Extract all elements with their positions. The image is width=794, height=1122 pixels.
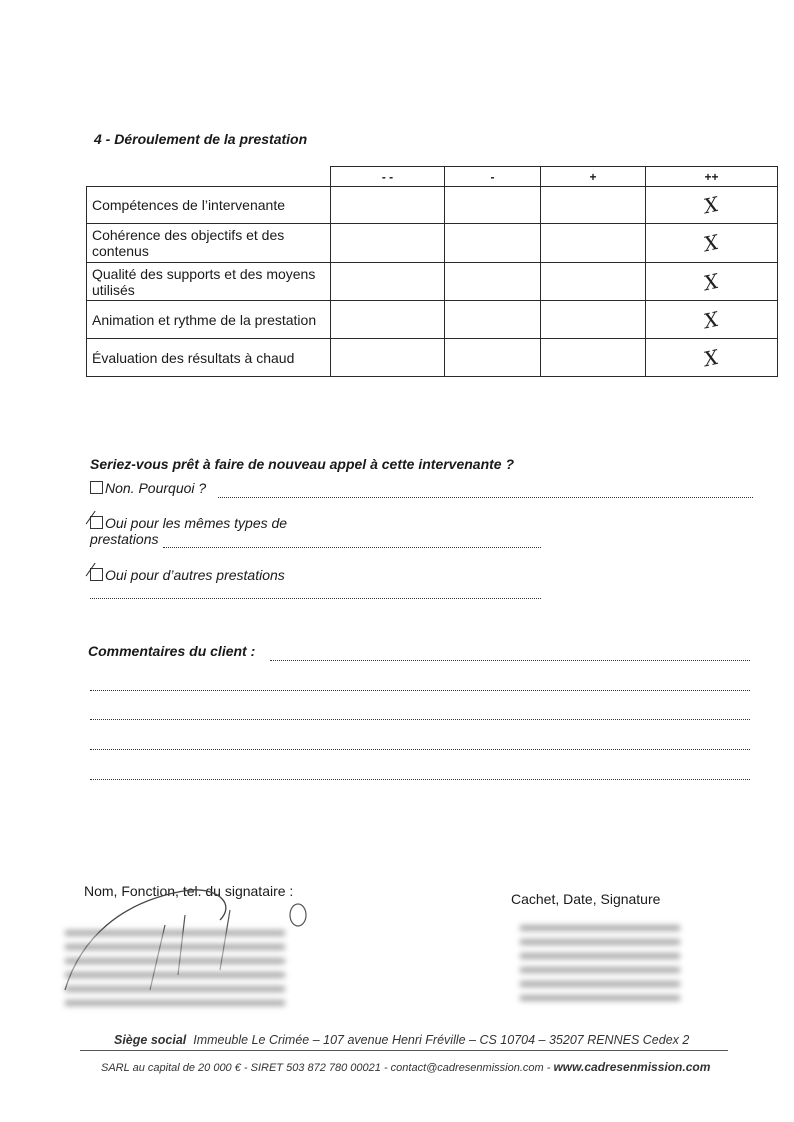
checkbox-checked-icon[interactable] — [90, 568, 103, 581]
comment-line[interactable] — [270, 660, 750, 661]
table-row — [87, 339, 778, 377]
rating-cell[interactable] — [331, 263, 445, 301]
handwritten-x-mark: X — [702, 344, 721, 371]
rating-cell[interactable] — [541, 339, 646, 377]
comment-line[interactable] — [90, 690, 750, 691]
rating-cell[interactable] — [541, 263, 646, 301]
rating-cell-checked[interactable] — [646, 224, 778, 263]
redacted-company-stamp — [520, 925, 680, 1007]
rating-cell[interactable] — [541, 301, 646, 339]
option-non[interactable] — [90, 480, 206, 496]
footer-website-link[interactable]: www.cadresenmission.com — [553, 1060, 711, 1074]
checkbox-checked-icon[interactable] — [90, 516, 103, 529]
checkbox-unchecked-icon[interactable] — [90, 481, 103, 494]
rating-cell-checked[interactable] — [646, 339, 778, 377]
rating-cell[interactable] — [331, 339, 445, 377]
footer-divider — [80, 1050, 728, 1051]
rating-cell[interactable] — [445, 301, 541, 339]
header-blank — [87, 167, 331, 187]
rating-cell[interactable] — [541, 187, 646, 224]
evaluation-table — [86, 166, 778, 377]
criterion-label: Évaluation des résultats à chaud — [87, 339, 331, 377]
comment-line[interactable] — [90, 779, 750, 780]
handwritten-x-mark: X — [702, 268, 721, 295]
criterion-label: Qualité des supports et des moyens utilisés — [87, 263, 331, 301]
answer-line[interactable] — [218, 497, 753, 498]
footer-address-label: Siège social — [114, 1033, 187, 1047]
footer-address-text: Immeuble Le Crimée – 107 avenue Henri Fréville – CS 10704 – 35207 RENNES Cedex 2 — [193, 1033, 690, 1047]
comments-label: Commentaires du client : — [88, 643, 256, 659]
rating-cell[interactable] — [331, 187, 445, 224]
rating-cell[interactable] — [445, 339, 541, 377]
redacted-signatory-stamp — [65, 930, 285, 1012]
header-good: + — [541, 167, 646, 187]
table-row — [87, 187, 778, 224]
footer-legal — [101, 1060, 710, 1074]
table-row — [87, 301, 778, 339]
rating-cell[interactable] — [445, 263, 541, 301]
rating-cell[interactable] — [445, 187, 541, 224]
rating-cell-checked[interactable] — [646, 263, 778, 301]
option-oui-autres[interactable] — [90, 567, 285, 583]
handwritten-x-mark: X — [702, 191, 721, 219]
header-very-poor: - - — [331, 167, 445, 187]
criterion-label: Cohérence des objectifs et des contenus — [87, 224, 331, 263]
section-title: 4 - Déroulement de la prestation — [94, 131, 308, 147]
criterion-label: Compétences de l’intervenante — [87, 187, 331, 224]
header-poor: - — [445, 167, 541, 187]
criterion-label: Animation et rythme de la prestation — [87, 301, 331, 339]
answer-line[interactable] — [90, 598, 541, 599]
comment-line[interactable] — [90, 719, 750, 720]
option-oui-memes[interactable] — [90, 515, 287, 531]
rating-cell[interactable] — [331, 224, 445, 263]
option-label-continued: prestations — [90, 531, 159, 547]
rating-cell[interactable] — [445, 224, 541, 263]
rating-cell[interactable] — [541, 224, 646, 263]
rating-cell-checked[interactable] — [646, 301, 778, 339]
handwritten-x-mark: X — [702, 229, 721, 257]
answer-line[interactable] — [163, 547, 541, 548]
stamp-label: Cachet, Date, Signature — [511, 891, 661, 907]
signatory-label: Nom, Fonction, tel. du signataire : — [84, 883, 294, 899]
handwritten-x-mark: X — [702, 306, 721, 333]
question-text: Seriez-vous prêt à faire de nouveau appel à cette intervenante ? — [90, 456, 515, 472]
table-header-row — [87, 167, 778, 187]
option-label: Non. Pourquoi ? — [105, 480, 207, 496]
comment-line[interactable] — [90, 749, 750, 750]
option-label: Oui pour les mêmes types de — [105, 515, 288, 531]
table-row — [87, 224, 778, 263]
table-row — [87, 263, 778, 301]
rating-cell-checked[interactable] — [646, 187, 778, 224]
footer-legal-text: SARL au capital de 20 000 € - SIRET 503 872 780 00021 - contact@cadresenmission.com - — [101, 1062, 551, 1074]
header-very-good: ++ — [646, 167, 778, 187]
footer-address — [114, 1033, 689, 1047]
rating-cell[interactable] — [331, 301, 445, 339]
option-label: Oui pour d’autres prestations — [105, 567, 285, 583]
